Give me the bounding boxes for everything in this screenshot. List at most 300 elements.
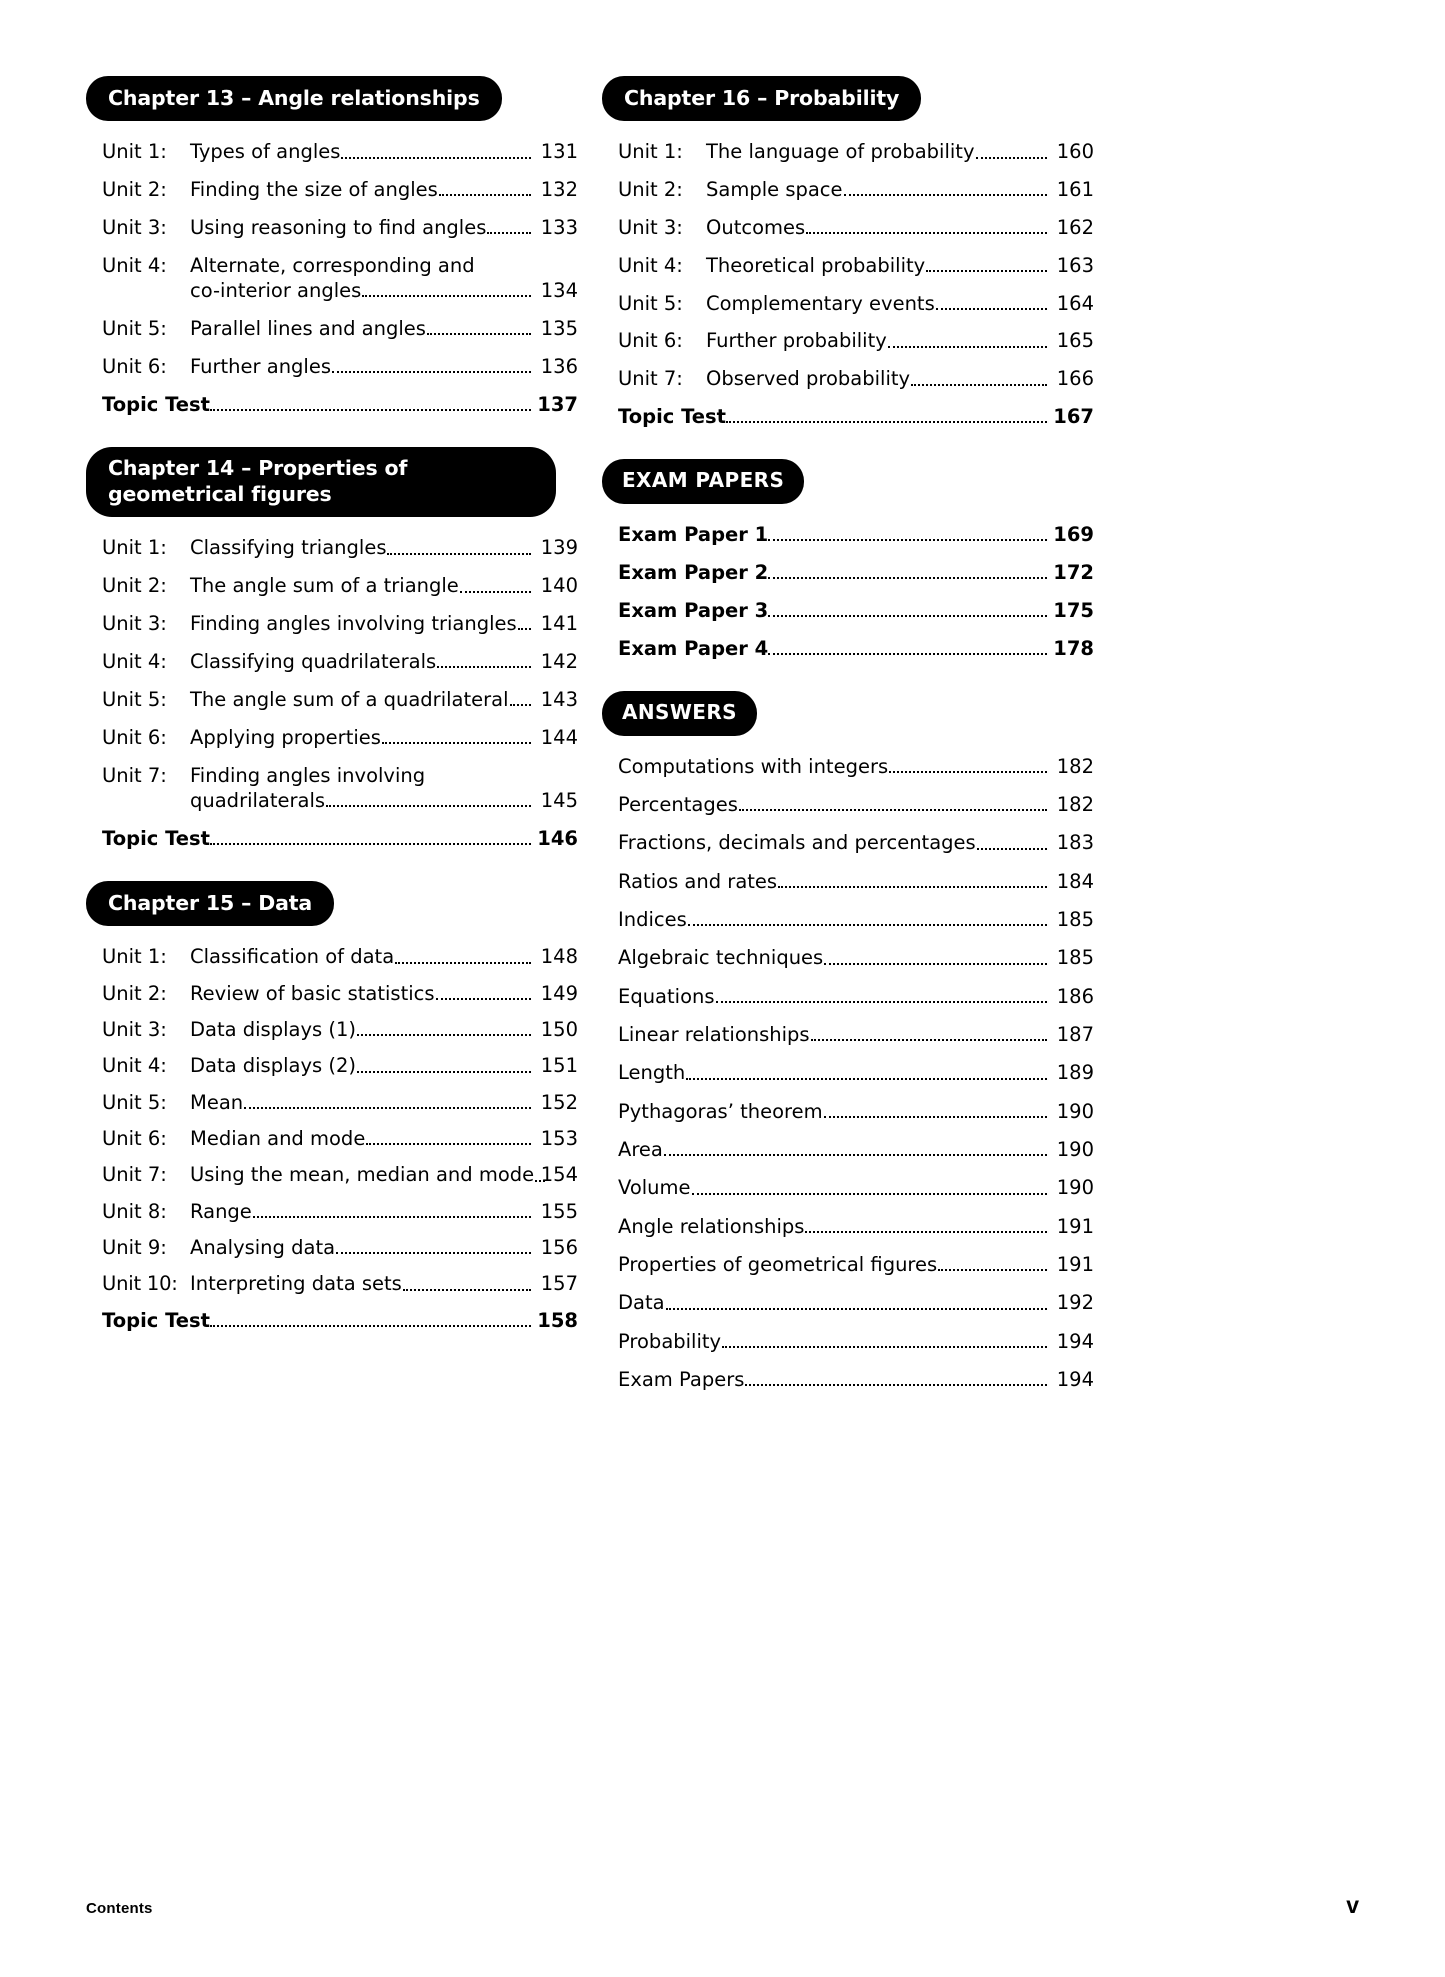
entry-title: Fractions, decimals and percentages — [618, 831, 976, 855]
toc-entry[interactable] — [86, 725, 578, 750]
dot-leader — [778, 886, 1047, 888]
exam-paper-entry[interactable] — [602, 560, 1094, 585]
entry-title-wrap — [618, 869, 1050, 894]
entry-title-wrap — [618, 1099, 1050, 1124]
entry-title-wrap — [618, 404, 1050, 429]
dot-leader — [460, 591, 531, 593]
dot-leader — [387, 553, 531, 555]
entry-title-wrap — [618, 1022, 1050, 1047]
entry-title-wrap — [190, 1053, 534, 1078]
toc-entry[interactable] — [86, 354, 578, 379]
page-number: 132 — [540, 178, 578, 202]
unit-label: Unit 8: — [102, 1199, 167, 1223]
page-number: 156 — [540, 1236, 578, 1260]
entry-line-1 — [102, 763, 578, 788]
answer-entry[interactable] — [602, 792, 1094, 817]
toc-entry[interactable] — [86, 139, 578, 164]
dot-leader — [768, 577, 1047, 579]
entry-title: Types of angles — [190, 140, 341, 164]
answer-entry[interactable] — [602, 1099, 1094, 1124]
page-number: 190 — [1056, 1099, 1094, 1123]
toc-entry[interactable] — [602, 291, 1094, 316]
toc-entry[interactable] — [86, 1053, 578, 1078]
entry-title: Classification of data — [190, 945, 395, 969]
page-number: 162 — [1056, 215, 1094, 239]
entry-title: Classifying triangles — [190, 536, 387, 560]
entry-title: Exam Papers — [618, 1368, 745, 1392]
unit-label: Unit 5: — [102, 1090, 167, 1114]
entry-title-continued: quadrilaterals — [190, 788, 326, 812]
entry-title: Angle relationships — [618, 1214, 805, 1238]
unit-label: Unit 6: — [618, 329, 683, 353]
topic-test-entry[interactable] — [86, 392, 578, 417]
page-number: 191 — [1056, 1214, 1094, 1238]
page-number: 140 — [540, 574, 578, 598]
unit-label: Unit 5: — [618, 291, 683, 315]
entry-title: Theoretical probability — [706, 253, 926, 277]
page-number: 194 — [1056, 1368, 1094, 1392]
answer-entry[interactable] — [602, 1137, 1094, 1162]
dot-leader — [664, 1154, 1047, 1156]
dot-leader — [210, 409, 531, 411]
unit-label: Unit 4: — [102, 253, 167, 277]
toc-entry[interactable] — [602, 139, 1094, 164]
entry-title: Probability — [618, 1329, 722, 1353]
entry-title: Complementary events — [706, 291, 935, 315]
entry-title: Using reasoning to find angles — [190, 215, 487, 239]
page-number: 169 — [1053, 523, 1094, 547]
page-number: 151 — [540, 1054, 578, 1078]
toc-entry[interactable] — [86, 573, 578, 598]
page-number: 155 — [540, 1199, 578, 1223]
entry-title-wrap — [618, 1329, 1050, 1354]
two-column-layout — [86, 76, 1359, 1405]
entry-title-wrap — [618, 830, 1050, 855]
dot-leader — [341, 157, 531, 159]
dot-leader — [437, 666, 531, 668]
unit-label: Unit 4: — [102, 649, 167, 673]
dot-leader — [244, 1107, 531, 1109]
page-footer — [86, 1892, 1359, 1919]
toc-entry[interactable] — [602, 366, 1094, 391]
topic-test-entry[interactable] — [602, 404, 1094, 429]
entry-title-wrap — [706, 291, 1050, 316]
toc-entry[interactable] — [86, 1126, 578, 1151]
toc-entry[interactable] — [86, 1199, 578, 1224]
dot-leader — [977, 848, 1047, 850]
dot-leader — [366, 1143, 531, 1145]
page-number: 161 — [1056, 178, 1094, 202]
entry-title: Properties of geometrical figures — [618, 1253, 938, 1277]
entry-title: Topic Test — [102, 1308, 210, 1332]
chapter-16-heading: Chapter 16 – Probability — [602, 76, 921, 121]
exam-papers-block — [602, 459, 1094, 660]
entry-title: Volume — [618, 1176, 691, 1200]
page-number: 185 — [1056, 907, 1094, 931]
page-number: 139 — [540, 536, 578, 560]
toc-entry[interactable] — [86, 1017, 578, 1042]
entry-line-2 — [102, 788, 578, 813]
dot-leader — [936, 308, 1047, 310]
unit-label: Unit 4: — [102, 1054, 167, 1078]
entry-title-wrap — [190, 1090, 534, 1115]
unit-label: Unit 3: — [102, 612, 167, 636]
toc-entry[interactable] — [86, 687, 578, 712]
unit-label: Unit 3: — [102, 215, 167, 239]
entry-title-wrap — [190, 1235, 534, 1260]
entry-title-wrap — [190, 354, 534, 379]
unit-label: Unit 6: — [102, 354, 167, 378]
unit-label: Unit 1: — [102, 536, 167, 560]
entry-title: Percentages — [618, 792, 738, 816]
entry-title-wrap — [706, 366, 1050, 391]
exam-papers-heading: EXAM PAPERS — [602, 459, 804, 504]
unit-label: Unit 2: — [102, 178, 167, 202]
page-number: 141 — [540, 612, 578, 636]
chapter-13-heading: Chapter 13 – Angle relationships — [86, 76, 502, 121]
chapter-13-heading-wrap — [86, 76, 578, 121]
dot-leader — [332, 371, 531, 373]
entry-title-wrap — [706, 139, 1050, 164]
entry-title: Data displays (2) — [190, 1054, 356, 1078]
page-number: 186 — [1056, 984, 1094, 1008]
page-number: 157 — [540, 1272, 578, 1296]
chapter-15-heading: Chapter 15 – Data — [86, 881, 334, 926]
entry-title-wrap — [618, 1175, 1050, 1200]
dot-leader — [976, 157, 1048, 159]
entry-title: Linear relationships — [618, 1022, 810, 1046]
unit-label: Unit 10: — [102, 1272, 178, 1296]
chapter-block-14 — [86, 447, 578, 851]
unit-label: Unit 6: — [102, 725, 167, 749]
page-number: 149 — [540, 981, 578, 1005]
entry-title-wrap — [102, 1308, 534, 1333]
entry-title: Mean — [190, 1090, 244, 1114]
right-column — [602, 76, 1094, 1405]
entry-title: Further probability — [706, 329, 887, 353]
chapter-16-heading-wrap — [602, 76, 1094, 121]
entry-title: The language of probability — [706, 140, 975, 164]
page-number: 172 — [1053, 560, 1094, 584]
entry-title: Computations with integers — [618, 754, 889, 778]
entry-title-wrap — [190, 177, 534, 202]
entry-line-1 — [102, 253, 578, 278]
page-number: 189 — [1056, 1061, 1094, 1085]
exam-paper-entry[interactable] — [602, 598, 1094, 623]
entry-title: Ratios and rates — [618, 869, 778, 893]
page-number: 190 — [1056, 1137, 1094, 1161]
chapter-block-15 — [86, 881, 578, 1333]
toc-entry[interactable] — [602, 253, 1094, 278]
entry-title: Exam Paper 2 — [618, 560, 769, 584]
page-number: 182 — [1056, 754, 1094, 778]
entry-title: Topic Test — [102, 826, 210, 850]
dot-leader — [326, 805, 531, 807]
entry-title: Topic Test — [618, 405, 726, 429]
toc-entry[interactable] — [86, 763, 578, 814]
entry-title: The angle sum of a triangle — [190, 574, 459, 598]
entry-title-wrap — [618, 636, 1050, 661]
toc-entry[interactable] — [86, 981, 578, 1006]
dot-leader — [745, 1384, 1047, 1386]
unit-label: Unit 7: — [618, 367, 683, 391]
toc-entry[interactable] — [86, 316, 578, 341]
entry-title-wrap — [618, 1290, 1050, 1315]
footer-page-number: v — [1346, 1892, 1359, 1918]
unit-label: Unit 3: — [618, 215, 683, 239]
entry-title: Exam Paper 4 — [618, 636, 769, 660]
entry-title: Parallel lines and angles — [190, 316, 426, 340]
entry-title-wrap — [618, 792, 1050, 817]
dot-leader — [824, 963, 1047, 965]
entry-title: Algebraic techniques — [618, 946, 824, 970]
answer-entry[interactable] — [602, 1175, 1094, 1200]
page-number: 153 — [540, 1127, 578, 1150]
chapter-14-heading-wrap — [86, 447, 578, 517]
dot-leader — [686, 1078, 1047, 1080]
entry-title-wrap — [618, 1214, 1050, 1239]
topic-test-entry[interactable] — [86, 826, 578, 851]
page-number: 164 — [1056, 291, 1094, 315]
dot-leader — [692, 1193, 1047, 1195]
page-number: 143 — [540, 687, 578, 711]
entry-title: Finding angles involving — [190, 763, 426, 787]
entry-title: Length — [618, 1061, 686, 1085]
page-number: 146 — [537, 826, 578, 850]
entry-title-wrap — [190, 1199, 534, 1224]
entry-title-wrap — [618, 522, 1050, 547]
entry-title-wrap — [190, 535, 534, 560]
toc-entry[interactable] — [86, 253, 578, 304]
entry-title: Outcomes — [706, 215, 806, 239]
answer-entry[interactable] — [602, 984, 1094, 1009]
answer-entry[interactable] — [602, 1252, 1094, 1277]
entry-title-wrap — [190, 687, 534, 712]
dot-leader — [253, 1216, 531, 1218]
entry-title: The angle sum of a quadrilateral — [190, 687, 509, 711]
page-number: 160 — [1056, 140, 1094, 164]
unit-label: Unit 2: — [618, 178, 683, 202]
answers-heading: ANSWERS — [602, 691, 757, 736]
entry-title: Equations — [618, 984, 715, 1008]
dot-leader — [395, 962, 531, 964]
dot-leader — [844, 194, 1047, 196]
entry-title-wrap — [706, 253, 1050, 278]
page-number: 192 — [1056, 1291, 1094, 1315]
answer-entry[interactable] — [602, 830, 1094, 855]
entry-title: Median and mode — [190, 1127, 366, 1150]
toc-entry[interactable] — [86, 177, 578, 202]
page-number: 152 — [540, 1090, 578, 1114]
entry-title: Finding the size of angles — [190, 178, 438, 202]
topic-test-entry[interactable] — [86, 1308, 578, 1333]
exam-paper-entry[interactable] — [602, 636, 1094, 661]
dot-leader — [768, 653, 1047, 655]
answer-entry[interactable] — [602, 1329, 1094, 1354]
page-number: 167 — [1053, 405, 1094, 429]
dot-leader — [911, 384, 1047, 386]
toc-entry[interactable] — [86, 1235, 578, 1260]
dot-leader — [436, 998, 531, 1000]
entry-title-wrap — [706, 215, 1050, 240]
dot-leader — [439, 194, 531, 196]
entry-title-wrap — [190, 1162, 534, 1187]
entry-title: Classifying quadrilaterals — [190, 649, 437, 673]
entry-title-wrap — [190, 1017, 534, 1042]
dot-leader — [805, 1231, 1047, 1233]
entry-title: Exam Paper 3 — [618, 598, 769, 622]
entry-title: Data displays (1) — [190, 1017, 356, 1041]
page-number: 133 — [540, 215, 578, 239]
dot-leader — [726, 421, 1047, 423]
entry-title-wrap — [618, 945, 1050, 970]
answers-block — [602, 691, 1094, 1392]
entry-title: Topic Test — [102, 392, 210, 416]
toc-entry[interactable] — [86, 649, 578, 674]
exam-paper-entry[interactable] — [602, 522, 1094, 547]
toc-entry[interactable] — [86, 1090, 578, 1115]
entry-title-wrap — [190, 1126, 534, 1151]
answer-entry[interactable] — [602, 1367, 1094, 1392]
entry-title-wrap — [618, 984, 1050, 1009]
toc-entry[interactable] — [86, 215, 578, 240]
entry-title: Review of basic statistics — [190, 981, 435, 1005]
answer-entry[interactable] — [602, 869, 1094, 894]
chapter-15-heading-wrap — [86, 881, 578, 926]
answer-entry[interactable] — [602, 907, 1094, 932]
dot-leader — [427, 333, 531, 335]
dot-leader — [510, 704, 531, 706]
page-number: 165 — [1056, 329, 1094, 353]
toc-entry[interactable] — [602, 328, 1094, 353]
unit-label: Unit 9: — [102, 1236, 167, 1260]
page-number: 148 — [540, 945, 578, 969]
page-number: 194 — [1056, 1329, 1094, 1353]
dot-leader — [888, 346, 1047, 348]
page-number: 163 — [1056, 253, 1094, 277]
left-column — [86, 76, 578, 1346]
answer-entry[interactable] — [602, 754, 1094, 779]
entry-title: Indices — [618, 907, 687, 931]
entry-title-wrap — [190, 611, 534, 636]
entry-title: Data — [618, 1291, 665, 1315]
unit-label: Unit 7: — [102, 1163, 167, 1187]
entry-title-continued: co-interior angles — [190, 279, 362, 303]
page-number: 144 — [540, 725, 578, 749]
entry-title-wrap — [618, 1060, 1050, 1085]
entry-title-wrap — [618, 754, 1050, 779]
page-number: 131 — [540, 140, 578, 164]
unit-label: Unit 1: — [102, 945, 167, 969]
entry-title: Exam Paper 1 — [618, 523, 769, 547]
entry-title-wrap — [190, 725, 534, 750]
dot-leader — [210, 843, 531, 845]
entry-title: Observed probability — [706, 367, 911, 391]
dot-leader — [403, 1289, 531, 1291]
entry-title-wrap — [190, 981, 534, 1006]
answer-entry[interactable] — [602, 1060, 1094, 1085]
page-number: 178 — [1053, 636, 1094, 660]
entry-title: Area — [618, 1137, 663, 1161]
entry-title-wrap — [618, 560, 1050, 585]
unit-label: Unit 2: — [102, 981, 167, 1005]
dot-leader — [362, 295, 531, 297]
unit-label: Unit 1: — [102, 140, 167, 164]
page-number: 166 — [1056, 367, 1094, 391]
toc-entry[interactable] — [602, 215, 1094, 240]
entry-title-wrap — [618, 1367, 1050, 1392]
page-number: 142 — [540, 649, 578, 673]
dot-leader — [688, 924, 1047, 926]
answer-entry[interactable] — [602, 1214, 1094, 1239]
page-number: 134 — [540, 279, 578, 303]
entry-title: Sample space — [706, 178, 843, 202]
entry-title-wrap — [190, 215, 534, 240]
page-number: 187 — [1056, 1022, 1094, 1046]
page-number: 145 — [540, 788, 578, 812]
entry-line-2 — [102, 278, 578, 303]
chapter-block-16 — [602, 76, 1094, 429]
page-number: 190 — [1056, 1176, 1094, 1200]
dot-leader — [382, 742, 531, 744]
toc-entry[interactable] — [86, 611, 578, 636]
toc-entry[interactable] — [86, 1162, 578, 1187]
answer-entry[interactable] — [602, 945, 1094, 970]
page-number: 137 — [537, 392, 578, 416]
entry-title: Pythagoras’ theorem — [618, 1099, 823, 1123]
page-number: 150 — [540, 1017, 578, 1041]
entry-title: Interpreting data sets — [190, 1272, 402, 1296]
toc-entry[interactable] — [86, 535, 578, 560]
page-number: 184 — [1056, 869, 1094, 893]
entry-title-wrap — [102, 826, 534, 851]
page-number: 191 — [1056, 1253, 1094, 1277]
entry-title-wrap — [190, 649, 534, 674]
dot-leader — [357, 1071, 531, 1073]
entry-title: Applying properties — [190, 725, 381, 749]
entry-title-wrap — [706, 177, 1050, 202]
answer-entry[interactable] — [602, 1290, 1094, 1315]
dot-leader — [824, 1116, 1047, 1118]
page-number: 154 — [540, 1163, 578, 1187]
dot-leader — [210, 1325, 531, 1327]
entry-title-wrap — [190, 139, 534, 164]
dot-leader — [518, 628, 531, 630]
dot-leader — [938, 1269, 1047, 1271]
dot-leader — [722, 1346, 1047, 1348]
unit-label: Unit 2: — [102, 574, 167, 598]
dot-leader — [889, 771, 1047, 773]
toc-entry[interactable] — [602, 177, 1094, 202]
dot-leader — [336, 1252, 531, 1254]
entry-title-wrap — [190, 944, 534, 969]
unit-label: Unit 1: — [618, 140, 683, 164]
entry-title-wrap — [190, 316, 534, 341]
page-number: 185 — [1056, 946, 1094, 970]
dot-leader — [806, 232, 1047, 234]
dot-leader — [811, 1039, 1047, 1041]
toc-entry[interactable] — [86, 1271, 578, 1296]
footer-section-label: Contents — [86, 1900, 153, 1917]
entry-title: Analysing data — [190, 1236, 336, 1260]
chapter-block-13 — [86, 76, 578, 417]
toc-entry[interactable] — [86, 944, 578, 969]
page-number: 135 — [540, 316, 578, 340]
entry-title-wrap — [618, 598, 1050, 623]
answer-entry[interactable] — [602, 1022, 1094, 1047]
page-number: 182 — [1056, 792, 1094, 816]
chapter-14-heading: Chapter 14 – Properties of geometrical figures — [86, 447, 556, 517]
